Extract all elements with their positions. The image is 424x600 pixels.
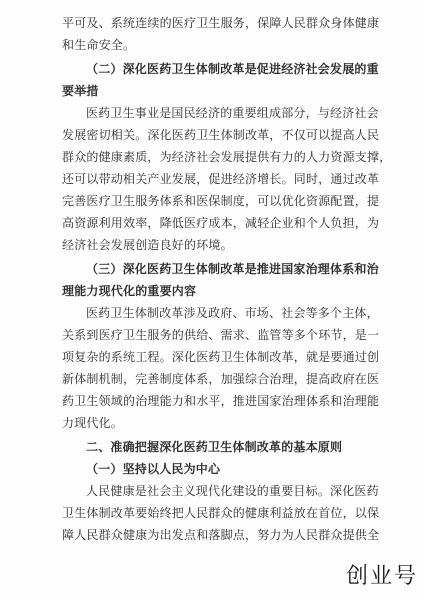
document-body: [62, 12, 392, 546]
text-line: 医药卫生体制改革涉及政府、市场、社会等多个主体，: [86, 306, 379, 320]
part-2-heading: 二、准确把握深化医药卫生体制改革的基本原则: [86, 440, 343, 454]
section-3-heading-cont: 理能力现代化的重要内容: [62, 284, 197, 298]
text-line: 医药卫生事业是国民经济的重要组成部分，与经济社会: [86, 106, 379, 120]
text-line: 发展密切相关。深化医药卫生体制改革，不仅可以提高人民: [62, 128, 380, 142]
text-line: 群众的健康素质，为经济社会发展提供有力的人力资源支撑，: [62, 150, 392, 164]
text-line: 经济社会发展创造良好的环境。: [62, 238, 233, 252]
text-line: 项复杂的系统工程。深化医药卫生体制改革，就是要通过创: [62, 350, 380, 364]
text-line: 关系到医疗卫生服务的供给、需求、监管等多个环节，是一: [62, 328, 380, 342]
text-line: 卫生体制改革要始终把人民群众的健康利益放在首位，以保: [62, 506, 380, 520]
text-line: 和生命安全。: [62, 38, 136, 52]
section-2-heading-cont: 要举措: [62, 84, 99, 98]
text-line: 力现代化。: [62, 416, 124, 430]
text-line: 人民健康是社会主义现代化建设的重要目标。深化医药: [86, 484, 379, 498]
section-3: [62, 258, 380, 434]
text-line: 药卫生领域的治理能力和水平，推进国家治理体系和治理能: [62, 394, 380, 408]
watermark-logo: 创业号: [345, 564, 418, 589]
text-line: 平可及、系统连续的医疗卫生服务，保障人民群众身体健康: [62, 16, 380, 30]
section-2-heading: （二）深化医药卫生体制改革是促进经济社会发展的重: [86, 62, 379, 76]
text-line: 完善医疗卫生服务体系和医保制度，可以优化资源配置，提: [62, 194, 380, 208]
intro-paragraph: [62, 12, 380, 56]
section-2: [62, 58, 392, 256]
part-2-sub-heading: （一）坚持以人民为中心: [86, 462, 221, 476]
text-line: 还可以带动相关产业发展，促进经济增长。同时，通过改革: [62, 172, 380, 186]
text-line: 障人民群众健康为出发点和落脚点，努力为人民群众提供全: [62, 528, 380, 542]
part-2: [62, 436, 380, 546]
section-3-heading: （三）深化医药卫生体制改革是推进国家治理体系和治: [86, 262, 379, 276]
text-line: 高资源利用效率，降低医疗成本，减轻企业和个人负担，为: [62, 216, 380, 230]
text-line: 新体制机制，完善制度体系，加强综合治理，提高政府在医: [62, 372, 380, 386]
